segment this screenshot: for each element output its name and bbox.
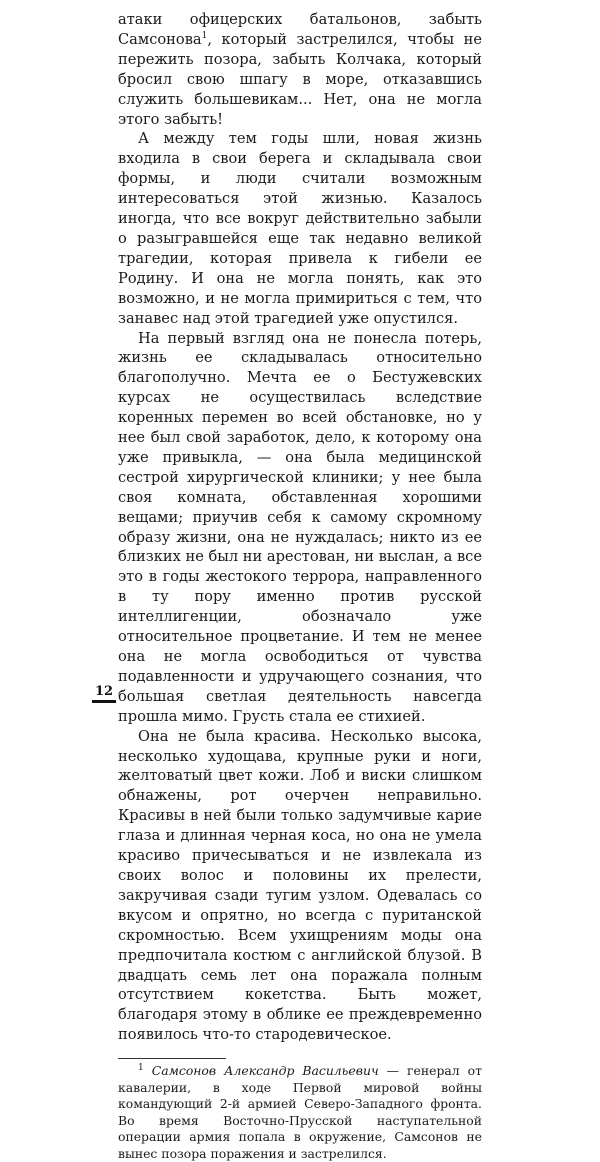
paragraph-1-text-after: , который застрелился, чтобы не пережить позора, забыть Колчака, который бросил свою шпагу в море, отказавшись служить большевикам... Нет, она не могла этого забыть! [118, 30, 482, 128]
paragraph-2: А между тем годы шли, новая жизнь входила в свои берега и складывала свои формы, и люди считали возможным интересоваться этой жизнью. Казалось иногда, что все вокруг действительно забыли о разыгравшейся еще так недавно великой трагедии, которая привела к гибели ее Родину. И она не могла понять, как это возможно, и не могла примириться с тем, что занавес над этой трагедией уже опустился. [118, 130, 482, 327]
paragraph-1-text-before: атаки офицерских батальонов, забыть Самсонова [118, 11, 482, 48]
footnote-text: — генерал от кавалерии, в ходе Первой мировой войны командующий 2-й армией Северо-Западного фронта. Во время Восточно-Прусской наступательной операции армия попала в окружение, Самсонов не вынес позора поражения и застрелился. [118, 1063, 482, 1161]
footnote-name: Самсонов Александр Васильевич [151, 1063, 379, 1079]
paragraph-3: На первый взгляд она не понесла потерь, жизнь ее складывалась относительно благополучно. Мечта ее о Бестужевских курсах не осуществилась вследствие коренных перемен во всей обстановке, но у нее был свой заработок, дело, к которому она уже привыкла, — она была медицинской сестрой хирургической клиники; у нее была своя комната, обставленная хорошими вещами; приучив себя к самому скромному образу жизни, она не нуждалась; никто из ее близких не был ни арестован, ни выслан, а все это в годы жестокого террора, направленного в ту пору именно против русской интеллигенции, обозначало уже относительное процветание. И тем не менее она не могла освободиться от чувства подавленности и удручающего сознания, что большая светлая деятельность навсегда прошла мимо. Грусть стала ее стихией. [118, 329, 482, 725]
page-number: 12 [92, 684, 116, 703]
footnote-marker: 1 [138, 1063, 144, 1073]
paragraph-1 [118, 10, 482, 129]
footnote [118, 1063, 482, 1162]
paragraph-4: Она не была красива. Несколько высока, несколько худощава, крупные руки и ноги, желтоватый цвет кожи. Лоб и виски слишком обнажены, рот очерчен неправильно. Красивы в ней были только задумчивые карие глаза и длинная черная коса, но она не умела красиво причесываться и не извлекала из своих волос и половины их прелести, закручивая сзади тугим узлом. Одевалась со вкусом и опрятно, но всегда с пуританской скромностью. Всем ухищрениям моды она предпочитала костюм с английской блузой. В двадцать семь лет она поражала полным отсутствием кокетства. Быть может, благодаря этому в облике ее преждевременно появилось что-то стародевическое. [118, 727, 482, 1044]
footnote-reference[interactable]: 1 [201, 31, 208, 42]
page-body [118, 10, 482, 1162]
footnote-divider [118, 1058, 226, 1059]
